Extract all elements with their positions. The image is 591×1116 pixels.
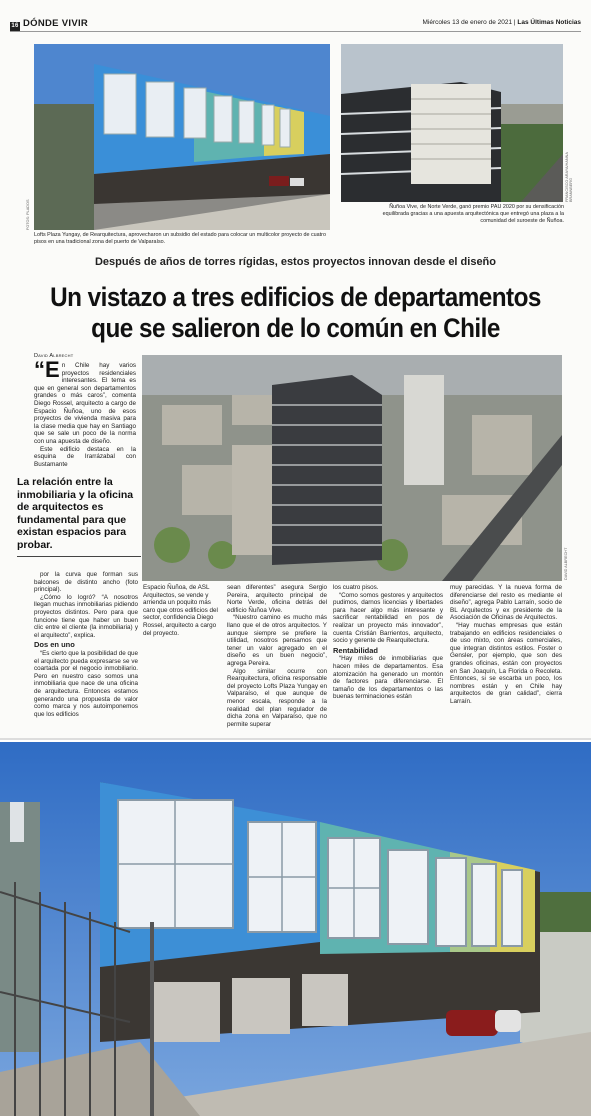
- article-title: [39, 282, 553, 344]
- column-3: [227, 584, 327, 728]
- photo-caption-espacio: [143, 584, 221, 637]
- col4-paragraph-3: “Hay miles de inmobiliarias que hacen miles de departamentos. Esa atomización ha generado un montón de factores para diferenciarse. El tamaño de los departamentos o las buenas terminaciones están: [333, 655, 443, 701]
- masthead: [422, 19, 581, 26]
- paper-name: Las Últimas Noticias: [517, 19, 581, 26]
- title-line-2: que se salieron de lo común en Chile: [91, 313, 500, 343]
- lofts-photo-caption: Lofts Plaza Yungay, de Rearquitectura, aprovecharon un subsidio del estado para colocar un multicolor proyecto de cuatro pisos en una tradicional zona del puerto de Valparaíso.: [34, 232, 326, 245]
- article-kicker: Después de años de torres rígidas, estos proyectos innovan desde el diseño: [94, 256, 496, 268]
- article-byline: David Albrecht: [34, 353, 74, 359]
- lofts-photo-credit: FOTOS: PLADOS: [26, 199, 30, 230]
- issue-date: Miércoles 13 de enero de 2021: [422, 19, 513, 26]
- lead-paragraph-2: Este edificio destaca en la esquina de Irarrázabal con Bustamante: [34, 445, 136, 468]
- nunoa-photo-credit: FRANCISCO ARAYA/HANNA BRANNBERG: [565, 152, 573, 202]
- page-divider: [0, 738, 591, 740]
- article-lead: [34, 357, 136, 468]
- subhead-rentabilidad: Rentabilidad: [333, 645, 379, 655]
- section-name: DÓNDE VIVIR: [23, 18, 89, 29]
- espacio-caption-text: Espacio Ñuñoa, de ASL Arquitectos, se vende y arrienda un poquito más caro que otros edificios del sector, confidencia Diego Rossel, arquitecto a cargo del proyecto.: [143, 584, 218, 637]
- section-label: [10, 18, 88, 31]
- col5-paragraph-2: “Hay muchas empresas que están trabajando en edificios residenciales o de uso mixto, con áreas comerciales, que integran distintos estilos. Foster o Gensler, por ejemplo, que son des grandes oficinas, están con proyectos en San Joaquín, La Florida o Recoleta. Entonces, si se escarba un poco, los nombres están y en Chile hay arquitectos de gran calidad”, cierra Larraín.: [450, 621, 562, 705]
- col1-paragraph-3: “Es cierto que la posibilidad de que el arquitecto pueda expresarse se ve coartada por el negocio inmobiliario. Pero en nuestro caso somos una inmobiliaria que nace de una oficina de arquitectura. Entonces estamos generando una propuesta de valor como marca y nos autoimponemos que los edificios: [34, 649, 139, 718]
- col5-paragraph-1: muy parecidas. Y la nueva forma de diferenciarse del resto es mediante el diseño”, agrega Pablo Larraín, socio de BL Arquitectos y ex presidente de la Asociación de Oficinas de Arquitectos.: [450, 584, 562, 622]
- col3-paragraph-3: Algo similar ocurre con Rearquitectura, oficina responsable del proyecto Lofts Plaza Yungay en Valparaíso, el que aunque de menor escala, responde a la realidad del plan regulador de dicha zona en Valparaíso, que no permite superar: [227, 667, 327, 728]
- nunoa-photo-illustration: [341, 44, 563, 202]
- nunoa-photo-caption: Ñuñoa Vive, de Norte Verde, ganó premio PAU 2020 por su densificación equilibrada gracias a una apuesta arquitectónica que entregó una plaza a la comunidad del suroeste de Ñuñoa.: [382, 204, 564, 224]
- masthead-separator: |: [512, 19, 518, 26]
- col4-paragraph-2: “Como somos gestores y arquitectos pudimos, darnos licencias y libertades para hacer algo más interesante y sacrificar rentabilidad en pos de realizar un proyecto más innovador”, cuenta Cristián Barrientos, arquitecto, socio y gerente de Rearquitectura.: [333, 591, 443, 645]
- col4-paragraph-1: los cuatro pisos.: [333, 584, 379, 591]
- photo-lofts-plaza-yungay: [34, 44, 330, 230]
- column-5: [450, 584, 562, 706]
- photo-espacio-nunoa: [142, 355, 562, 581]
- lofts-closeup-illustration: [0, 742, 591, 1116]
- col3-paragraph-1: sean diferentes” asegura Sergio Pereira, arquitecto principal de Norte Verde, oficina detrás del edificio Ñuñoa Vive.: [227, 584, 327, 614]
- page-number-icon: 16: [11, 23, 19, 29]
- column-4: [333, 584, 443, 701]
- lead-text: n Chile hay varios proyectos residenciales interesantes. El tema es que en general son departamentos grandes o más caros”, comenta Diego Rossel, arquitecto a cargo de Espacio Ñuñoa, uno de esos proyectos de vivienda masiva para la clase media que hay en Santiago que se sale un poco de la norma con una apuesta de diseño.: [34, 362, 136, 445]
- col1-paragraph-2: ¿Cómo lo logró? “A nosotros llegan muchas inmobiliarias pidiendo proyectos distintos. Pero para que funcione tiene que haber un buen clic entre el cliente (la inmobiliaria) y el arquitecto”, explica.: [34, 593, 138, 639]
- espacio-photo-illustration: [142, 355, 562, 581]
- page-header: [10, 18, 581, 32]
- photo-lofts-closeup: [0, 742, 591, 1116]
- col1-paragraph-1: por la curva que forman sus balcones de distinto ancho (foto principal).: [34, 571, 138, 594]
- col3-paragraph-2: “Nuestro camino es mucho más llano que el de otros arquitectos. Y aunque siempre se prefiere la utilidad, nosotros pensamos que tener un valor agregado en el diseño es un buen negocio”, agrega Pereira.: [227, 614, 327, 667]
- espacio-photo-credit: DAVID ALBRECHT: [564, 547, 568, 580]
- lofts-photo-illustration: [34, 44, 330, 230]
- column-1: [34, 571, 138, 718]
- photo-nunoa-vive: [341, 44, 563, 202]
- subhead-dos-en-uno: Dos en uno: [34, 640, 75, 650]
- pull-quote: La relación entre la inmobiliaria y la oficina de arquitectos es fundamental para que existan espacios para probar.: [17, 476, 141, 557]
- lead-dropcap: “E: [34, 357, 60, 382]
- title-line-1: Un vistazo a tres edificios de departamentos: [50, 282, 541, 312]
